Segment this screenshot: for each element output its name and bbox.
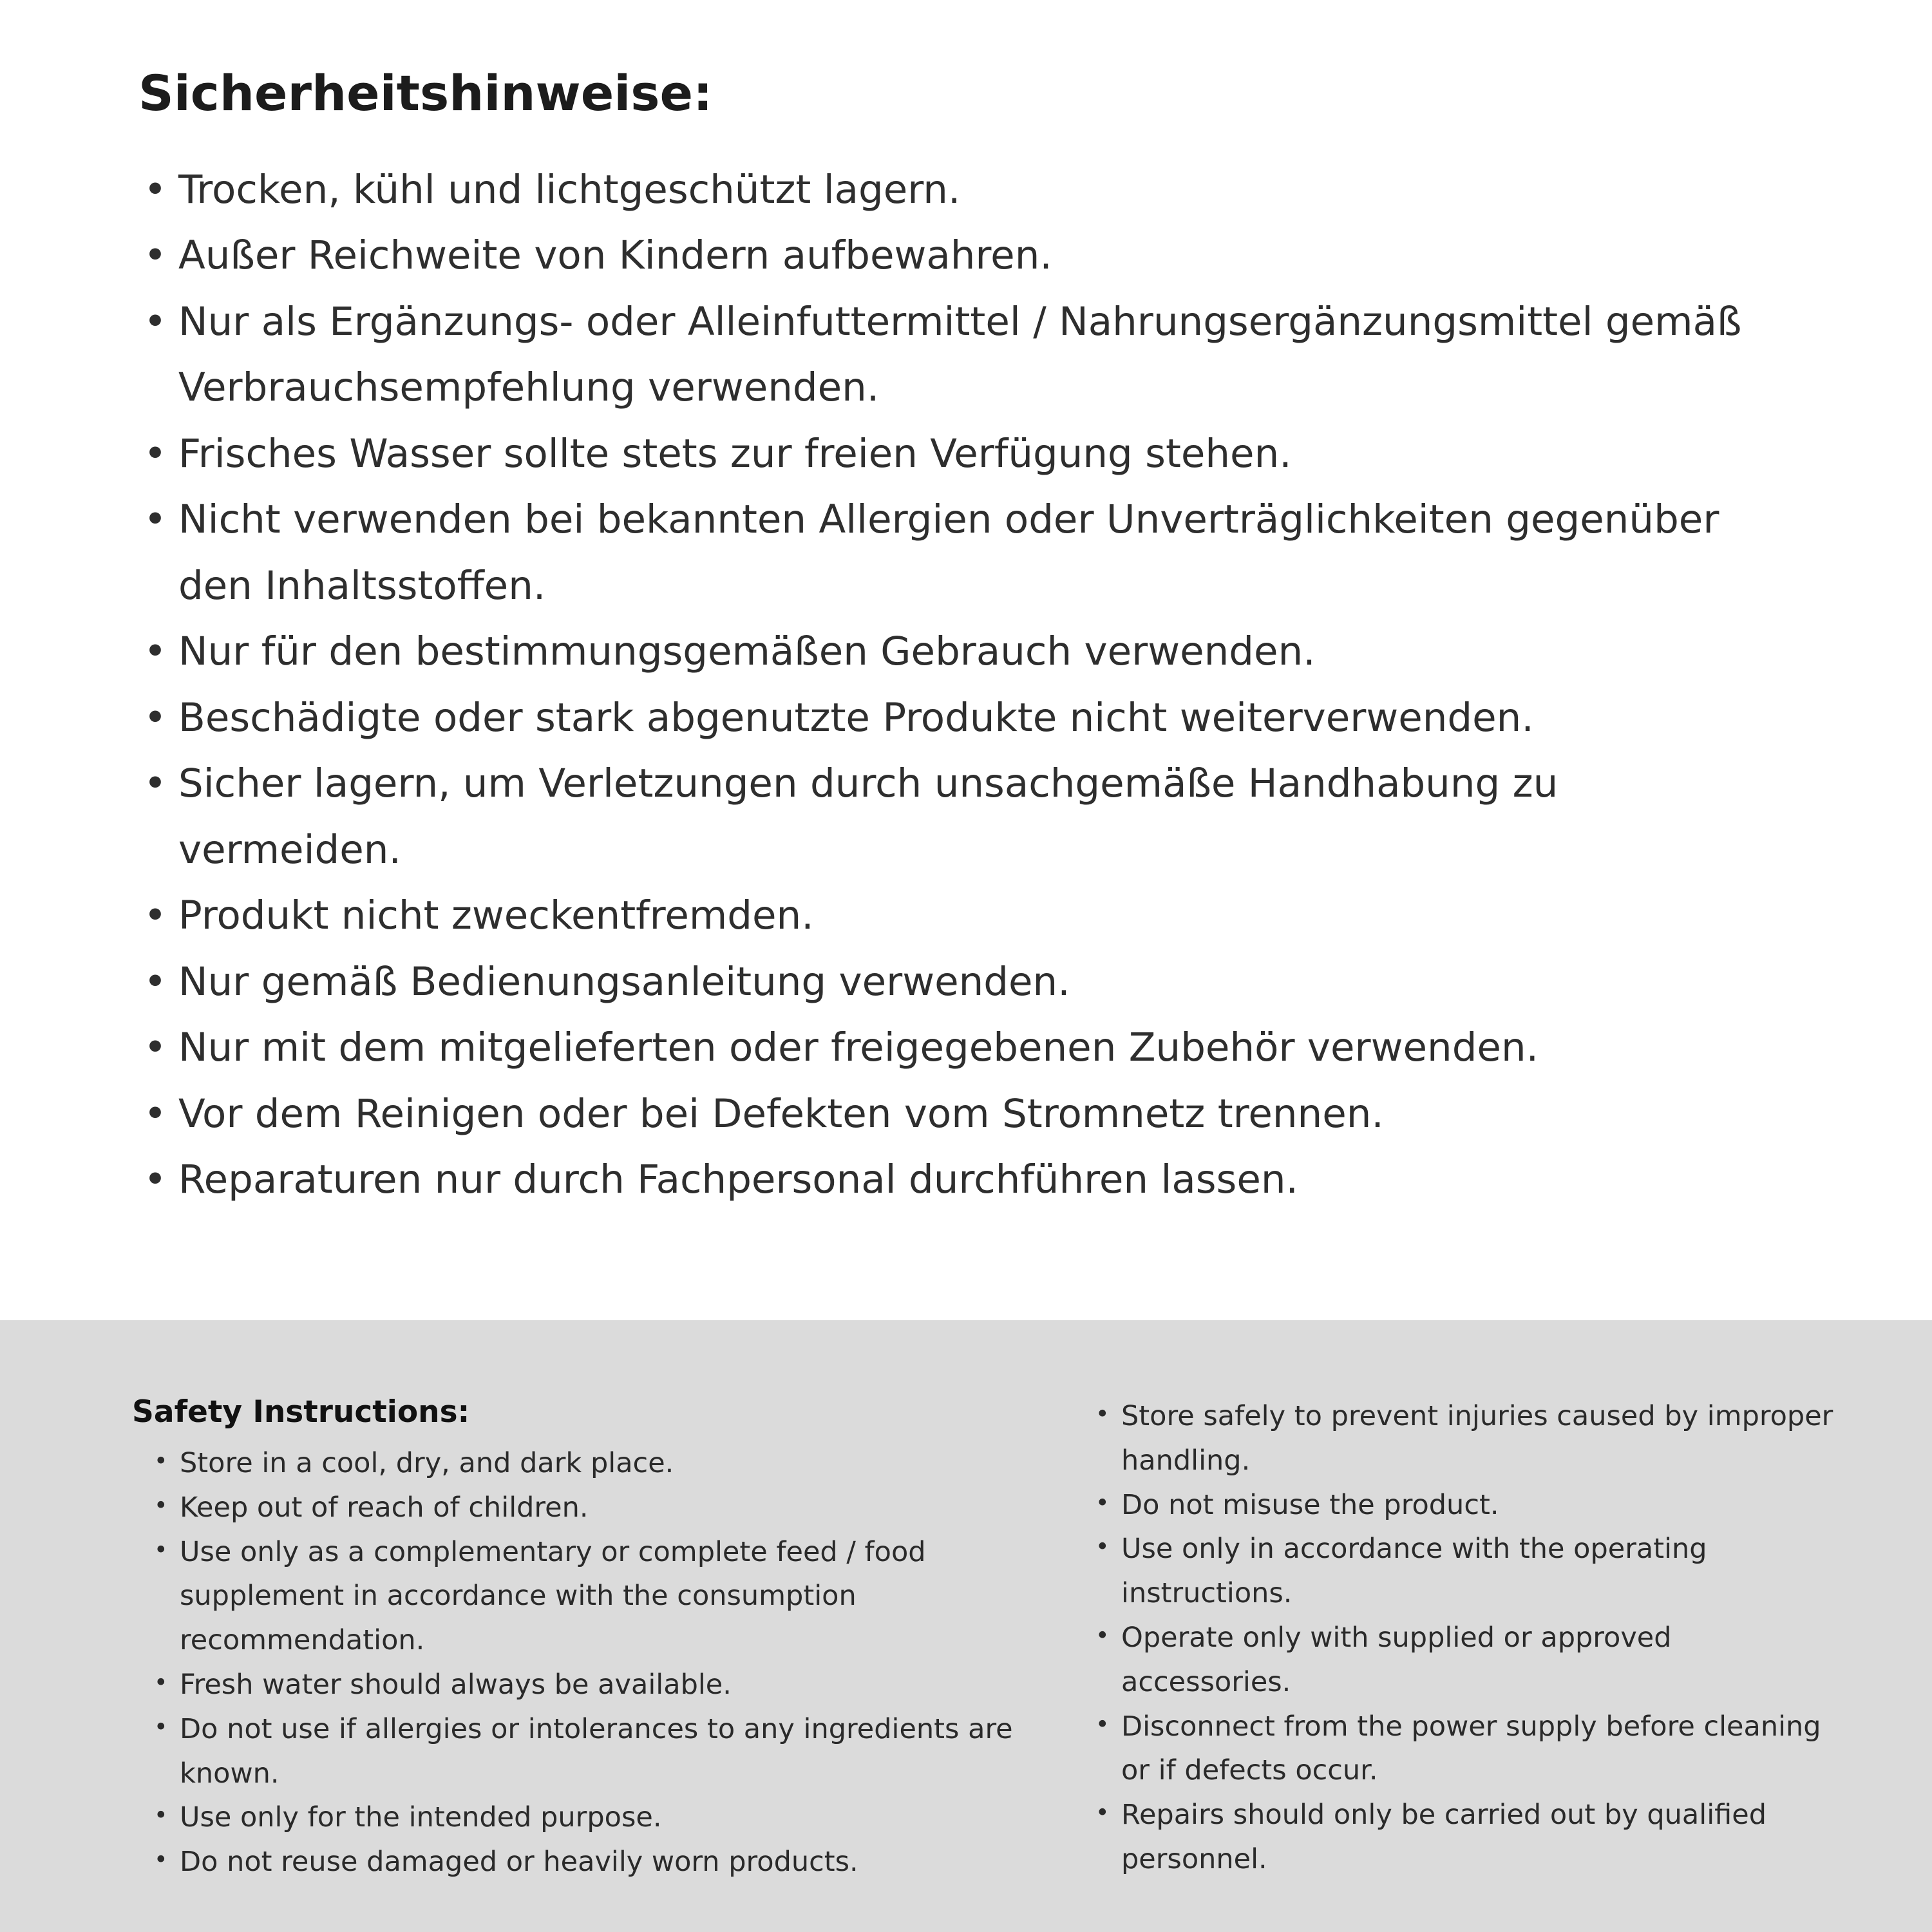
english-left-column	[132, 1394, 1034, 1932]
english-section-title: Safety Instructions:	[132, 1394, 470, 1430]
english-section	[0, 1320, 1932, 1932]
german-safety-item: • Beschädigte oder stark abgenutzte Produkte nicht weiterverwenden.	[138, 685, 1761, 751]
german-safety-item: • Nur für den bestimmungsgemäßen Gebrauch verwenden.	[138, 619, 1761, 685]
english-right-column	[1092, 1394, 1835, 1932]
english-safety-item: • Disconnect from the power supply before cleaning or if defects occur.	[1092, 1705, 1835, 1794]
english-safety-item: • Store in a cool, dry, and dark place.	[150, 1441, 1034, 1486]
german-safety-item: • Sicher lagern, um Verletzungen durch unsachgemäße Handhabung zu vermeiden.	[138, 751, 1761, 883]
english-safety-item: • Repairs should only be carried out by qualified personnel.	[1092, 1793, 1835, 1882]
german-safety-item: • Nur gemäß Bedienungsanleitung verwenden.	[138, 949, 1761, 1015]
english-safety-item: • Fresh water should always be available.	[150, 1663, 1034, 1707]
english-safety-item: • Store safely to prevent injuries caused by improper handling.	[1092, 1394, 1835, 1483]
english-safety-item: • Do not misuse the product.	[1092, 1483, 1835, 1528]
german-safety-item: • Trocken, kühl und lichtgeschützt lagern.	[138, 157, 1761, 223]
english-safety-list-left	[132, 1441, 1034, 1884]
german-section-title: Sicherheitshinweise:	[138, 64, 713, 122]
german-safety-item: • Außer Reichweite von Kindern aufbewahren.	[138, 223, 1761, 289]
english-safety-item: • Operate only with supplied or approved accessories.	[1092, 1616, 1835, 1705]
english-safety-item: • Do not reuse damaged or heavily worn products.	[150, 1840, 1034, 1884]
german-safety-item: • Nicht verwenden bei bekannten Allergien oder Unverträglichkeiten gegenüber den Inhaltsstoffen.	[138, 487, 1761, 619]
german-safety-item: • Nur als Ergänzungs- oder Alleinfuttermittel / Nahrungsergänzungsmittel gemäß Verbrauchsempfehlung verwenden.	[138, 289, 1761, 421]
english-safety-item: • Use only in accordance with the operating instructions.	[1092, 1527, 1835, 1616]
german-safety-item: • Nur mit dem mitgelieferten oder freigegebenen Zubehör verwenden.	[138, 1015, 1761, 1081]
german-safety-item: • Reparaturen nur durch Fachpersonal durchführen lassen.	[138, 1147, 1761, 1213]
english-safety-item: • Use only for the intended purpose.	[150, 1795, 1034, 1840]
english-safety-item: • Do not use if allergies or intolerances to any ingredients are known.	[150, 1707, 1034, 1796]
german-safety-list	[138, 157, 1761, 1213]
english-safety-item: • Keep out of reach of children.	[150, 1486, 1034, 1530]
german-safety-item: • Produkt nicht zweckentfremden.	[138, 883, 1761, 949]
english-safety-list-right	[1092, 1394, 1835, 1882]
english-safety-item: • Use only as a complementary or complete feed / food supplement in accordance with the consumption recommendation.	[150, 1530, 1034, 1663]
german-safety-item: • Vor dem Reinigen oder bei Defekten vom Stromnetz trennen.	[138, 1081, 1761, 1147]
german-safety-item: • Frisches Wasser sollte stets zur freien Verfügung stehen.	[138, 421, 1761, 487]
